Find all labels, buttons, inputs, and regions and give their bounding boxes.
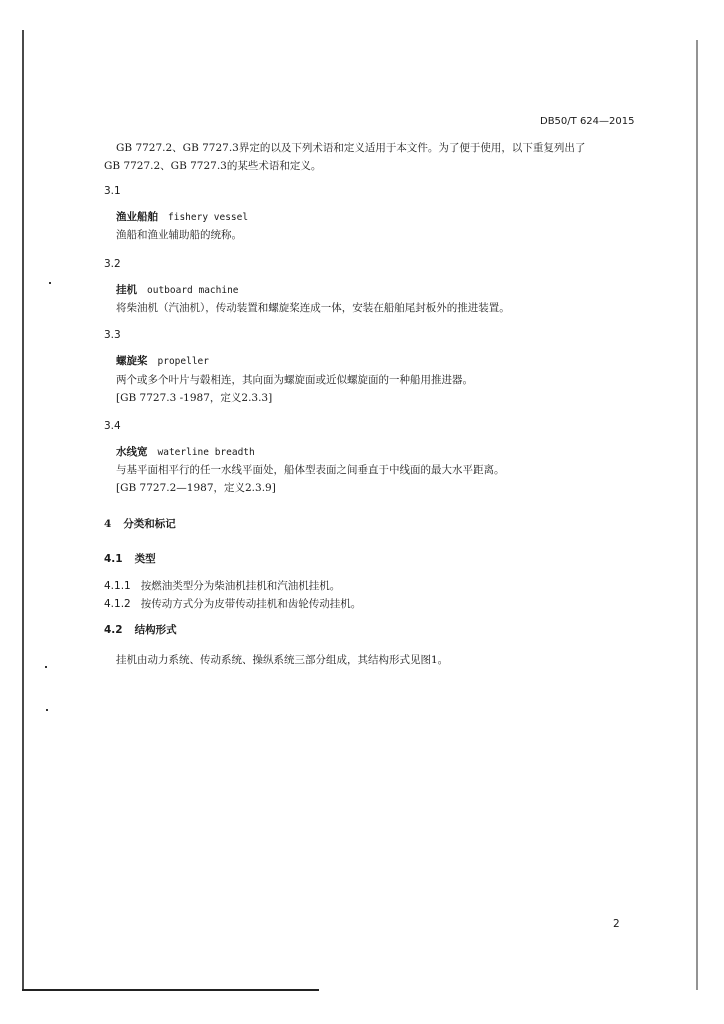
term-number: 3.2 — [104, 258, 121, 270]
page-number: 2 — [613, 918, 620, 930]
list-item — [104, 580, 340, 593]
term-zh: 螺旋桨 — [116, 355, 148, 367]
scan-speck — [45, 666, 47, 668]
scan-speck — [46, 709, 48, 711]
term-source: [GB 7727.3 -1987，定义2.3.3] — [116, 392, 273, 404]
subsection-heading — [104, 624, 177, 637]
intro-line-2: GB 7727.2、GB 7727.3的某些术语和定义。 — [104, 160, 322, 172]
term-number: 3.4 — [104, 420, 121, 432]
list-item — [104, 598, 361, 611]
scan-border-right — [696, 40, 698, 990]
subsection-heading — [104, 553, 156, 566]
term-en: waterline breadth — [157, 447, 255, 458]
subsection-number: 4.1 — [104, 553, 123, 565]
term-number: 3.1 — [104, 185, 121, 197]
term-zh: 挂机 — [116, 284, 137, 296]
term-heading — [116, 355, 209, 368]
subsection-title: 类型 — [134, 553, 156, 565]
term-source: [GB 7727.2—1987，定义2.3.9] — [116, 482, 276, 494]
subsection-number: 4.2 — [104, 624, 123, 636]
item-number: 4.1.1 — [104, 580, 131, 592]
item-number: 4.1.2 — [104, 598, 131, 610]
section-title: 分类和标记 — [123, 518, 176, 530]
structure-paragraph: 挂机由动力系统、传动系统、操纵系统三部分组成，其结构形式见图1。 — [116, 654, 449, 666]
term-definition: 渔船和渔业辅助船的统称。 — [116, 229, 242, 241]
term-definition: 将柴油机（汽油机），传动装置和螺旋桨连成一体，安装在船舶尾封板外的推进装置。 — [116, 302, 510, 314]
term-number: 3.3 — [104, 329, 121, 341]
section-number: 4 — [104, 518, 112, 530]
term-zh: 渔业船舶 — [116, 211, 158, 223]
term-heading — [116, 446, 255, 459]
term-en: fishery vessel — [168, 212, 249, 223]
scan-border-left — [22, 30, 24, 990]
subsection-title: 结构形式 — [134, 624, 177, 636]
scan-border-bottom — [22, 989, 319, 991]
term-en: outboard machine — [147, 285, 239, 296]
section-heading — [104, 518, 176, 531]
item-text: 按燃油类型分为柴油机挂机和汽油机挂机。 — [140, 580, 341, 592]
document-code: DB50/T 624—2015 — [540, 116, 635, 127]
term-heading — [116, 211, 248, 224]
term-definition: 与基平面相平行的任一水线平面处，船体型表面之间垂直于中线面的最大水平距离。 — [116, 464, 505, 476]
term-heading — [116, 284, 239, 297]
scan-speck — [49, 282, 51, 284]
term-en: propeller — [157, 356, 209, 367]
item-text: 按传动方式分为皮带传动挂机和齿轮传动挂机。 — [140, 598, 362, 610]
term-definition: 两个或多个叶片与毂相连，其向面为螺旋面或近似螺旋面的一种船用推进器。 — [116, 374, 473, 386]
term-zh: 水线宽 — [116, 446, 148, 458]
intro-line-1: GB 7727.2、GB 7727.3界定的以及下列术语和定义适用于本文件。为了便于使用，以下重复列出了 — [116, 142, 586, 154]
